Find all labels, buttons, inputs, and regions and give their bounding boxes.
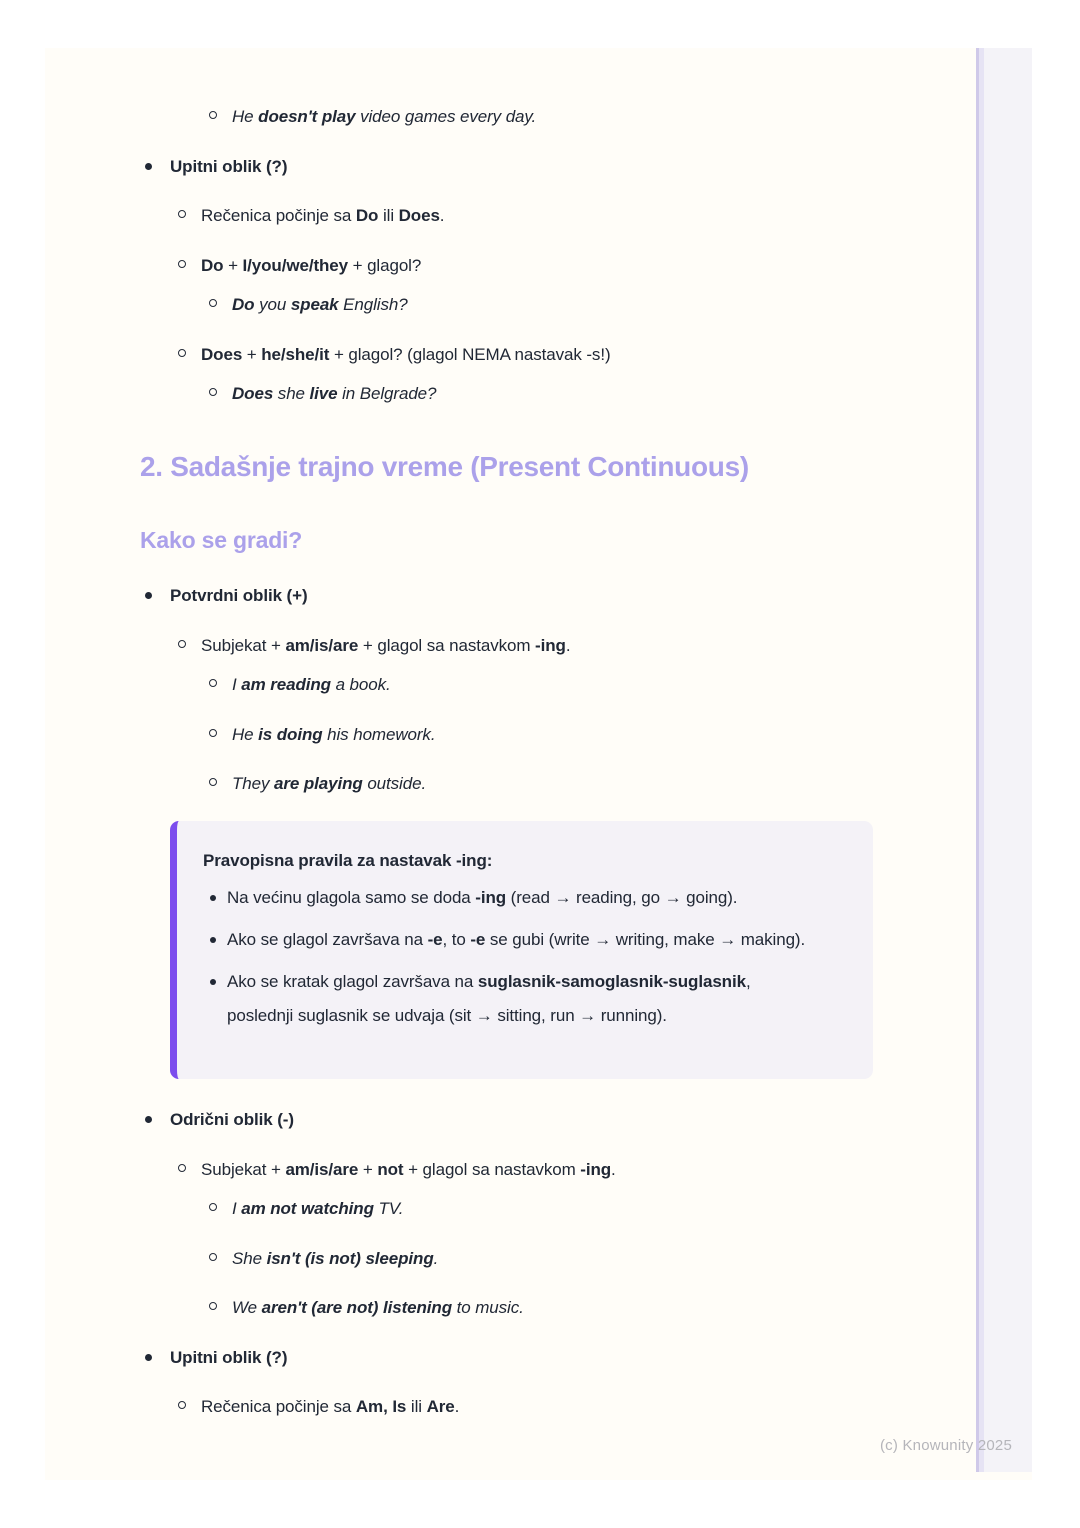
bullet-disc-icon (140, 1345, 170, 1361)
list-item (140, 154, 970, 180)
text-run: in Belgrade? (337, 384, 437, 403)
text-run: Do (232, 295, 255, 314)
watermark: (c) Knowunity 2025 (879, 1437, 1012, 1454)
text-run: , poslednji suglasnik se udvaja (sit → sitting, run → running). (227, 972, 751, 1026)
text-run: -ing (535, 635, 566, 655)
bullet-circle-icon (202, 1246, 232, 1261)
text-run: Are (426, 1397, 455, 1417)
list-item (202, 1295, 970, 1321)
text-run: . (565, 635, 571, 655)
bullet-circle-icon (202, 292, 232, 307)
text-run: Subjekat + (201, 1159, 286, 1179)
text-run: (read → reading, go → going). (506, 888, 738, 908)
list-item-text (170, 1345, 970, 1371)
text-run: he/she/it (261, 344, 330, 364)
disc-glyph (145, 1116, 152, 1123)
list-item-text (232, 292, 970, 318)
circle-glyph (209, 679, 217, 687)
text-run: you (254, 295, 291, 314)
text-run: am/is/are (285, 1159, 359, 1179)
disc-glyph (145, 163, 152, 170)
text-run: Subjekat + (201, 635, 286, 655)
list-item-text (170, 1107, 970, 1133)
list-item (202, 771, 970, 797)
text-run: + glagol? (glagol NEMA nastavak -s!) (329, 344, 611, 364)
text-run: + glagol sa nastavkom (403, 1159, 581, 1179)
list-item-text (232, 1295, 970, 1321)
list-item (202, 292, 970, 318)
list-item-text (201, 203, 970, 229)
text-run: + glagol? (348, 255, 422, 275)
text-run: They (232, 774, 275, 794)
text-run: live (309, 384, 338, 403)
text-run: aren't (are not) listening (261, 1298, 452, 1318)
text-run: I/you/we/they (242, 255, 348, 275)
circle-glyph (178, 1401, 186, 1409)
circle-glyph (178, 640, 186, 648)
callout-item-text (227, 881, 812, 915)
bullet-disc-icon (140, 583, 170, 599)
list-item (171, 1157, 970, 1183)
text-run: + (242, 344, 262, 364)
disc-glyph (145, 592, 152, 599)
text-run: to music. (451, 1298, 524, 1318)
text-run: Na većinu glagola samo se doda (227, 888, 476, 908)
list-item (171, 253, 970, 279)
bullet-disc-icon (140, 154, 170, 170)
circle-glyph (209, 729, 217, 737)
text-run: I (232, 675, 242, 695)
circle-glyph (209, 299, 217, 307)
text-run: We (232, 1298, 262, 1318)
circle-glyph (178, 349, 186, 357)
bullet-circle-icon (171, 633, 201, 648)
callout-title (203, 847, 825, 874)
text-run: Pravopisna pravila za nastavak -ing: (203, 850, 493, 870)
bullet-circle-icon (202, 1196, 232, 1211)
text-run: . (433, 1248, 439, 1268)
text-run: Ako se kratak glagol završava na (227, 972, 478, 992)
text-run: + (358, 1159, 378, 1179)
list-item (202, 1246, 970, 1272)
text-run: She (232, 1248, 267, 1268)
text-run: He (232, 107, 259, 126)
callout-box (170, 821, 873, 1079)
text-run: she (273, 384, 310, 403)
callout-item-text (227, 965, 812, 1033)
text-run: ili (406, 1397, 427, 1417)
text-run: am reading (241, 675, 331, 695)
bullet-circle-icon (171, 342, 201, 357)
bullet-circle-icon (202, 771, 232, 786)
text-run: I (232, 1199, 242, 1219)
text-run: TV. (373, 1199, 404, 1219)
list-item (171, 1394, 970, 1420)
text-run: doesn't play (258, 107, 356, 126)
callout-list-item (203, 965, 825, 1033)
bullet-circle-icon (202, 722, 232, 737)
text-run: ili (378, 206, 399, 225)
text-run: Am, Is (355, 1397, 407, 1417)
text-run: Ako se glagol završava na (227, 930, 428, 950)
list-item (202, 1196, 970, 1222)
bullet-circle-icon (202, 1295, 232, 1310)
list-item (202, 381, 970, 407)
circle-glyph (209, 1203, 217, 1211)
callout-list-item (203, 923, 825, 957)
text-run: Does (232, 384, 274, 403)
list-item-text (201, 633, 970, 659)
list-item (202, 104, 970, 130)
text-run: outside. (362, 774, 427, 794)
scrollbar-track[interactable] (976, 48, 1032, 1472)
circle-glyph (209, 111, 217, 119)
text-run: . (439, 206, 445, 225)
circle-glyph (209, 778, 217, 786)
list-item-text (201, 1157, 970, 1183)
text-run: Do (355, 206, 379, 225)
text-run: Does (398, 206, 440, 225)
list-item (171, 342, 970, 368)
document-page (45, 48, 1032, 1480)
bullet-disc-icon (140, 1107, 170, 1123)
bullet-circle-icon (202, 381, 232, 396)
text-run: his homework. (322, 724, 436, 744)
list-item (140, 583, 970, 609)
section-heading: 2. Sadašnje trajno vreme (Present Continuous) (140, 450, 749, 482)
circle-glyph (209, 388, 217, 396)
text-run: se gubi (write → writing, make → making). (485, 930, 806, 950)
list-item (140, 1345, 970, 1371)
text-run: am/is/are (285, 635, 359, 655)
bullet-circle-icon (171, 203, 201, 218)
list-item-text (232, 381, 970, 407)
list-item-text (170, 154, 970, 180)
bullet-circle-icon (202, 104, 232, 119)
text-run: -e (427, 930, 443, 950)
circle-glyph (209, 1253, 217, 1261)
bullet-circle-icon (171, 253, 201, 268)
text-run: Odrični oblik (-) (170, 1110, 294, 1130)
list-item-text (232, 1246, 970, 1272)
text-run: suglasnik-samoglasnik-suglasnik (477, 972, 746, 992)
callout-list-item (203, 881, 825, 915)
circle-glyph (209, 1302, 217, 1310)
list-item-text (232, 672, 970, 698)
text-run: + glagol sa nastavkom (358, 635, 536, 655)
list-item-text (232, 104, 970, 130)
text-run: isn't (is not) sleeping (266, 1248, 434, 1268)
callout-item-text (227, 923, 812, 957)
text-run: Rečenica počinje sa (201, 206, 356, 225)
text-run: . (454, 1397, 460, 1417)
list-item (171, 633, 970, 659)
list-item (202, 672, 970, 698)
text-run: am not watching (241, 1199, 374, 1219)
text-run: -ing (475, 888, 507, 908)
list-item-text (232, 722, 970, 748)
text-run: -e (470, 930, 486, 950)
bullet-circle-icon (171, 1157, 201, 1172)
text-run: speak (290, 295, 339, 314)
text-run: Upitni oblik (?) (170, 1347, 288, 1367)
circle-glyph (178, 1164, 186, 1172)
text-run: He (232, 724, 259, 744)
list-item (140, 1107, 970, 1133)
section-heading: Kako se gradi? (140, 526, 303, 553)
bullet-disc-icon (203, 923, 227, 957)
text-run: Rečenica počinje sa (201, 1397, 356, 1417)
list-item-text (201, 1394, 970, 1420)
text-run: English? (338, 295, 408, 314)
list-item-text (201, 253, 970, 279)
text-run: Do (201, 255, 224, 275)
disc-glyph (145, 1354, 152, 1361)
disc-glyph (210, 895, 216, 901)
content (140, 104, 970, 1444)
text-run: , to (442, 930, 471, 950)
text-run: is doing (258, 724, 323, 744)
text-run: are playing (274, 774, 363, 794)
text-run: a book. (330, 675, 391, 695)
list-item (171, 203, 970, 229)
disc-glyph (210, 979, 216, 985)
text-run: Does (201, 344, 243, 364)
list-item-text (232, 771, 970, 797)
list-item-text (201, 342, 970, 368)
list-item-text (232, 1196, 970, 1222)
bullet-disc-icon (203, 965, 227, 1033)
text-run: Upitni oblik (?) (170, 156, 288, 176)
bullet-circle-icon (171, 1394, 201, 1409)
bullet-circle-icon (202, 672, 232, 687)
circle-glyph (178, 210, 186, 218)
circle-glyph (178, 260, 186, 268)
text-run: . (611, 1159, 616, 1179)
text-run: not (377, 1159, 404, 1179)
text-run: video games every day. (355, 107, 537, 126)
text-run: Potvrdni oblik (+) (170, 586, 308, 606)
list-item-text (170, 583, 970, 609)
text-run: + (223, 255, 243, 275)
disc-glyph (210, 937, 216, 943)
list-item (202, 722, 970, 748)
bullet-disc-icon (203, 881, 227, 915)
text-run: -ing (580, 1159, 612, 1179)
